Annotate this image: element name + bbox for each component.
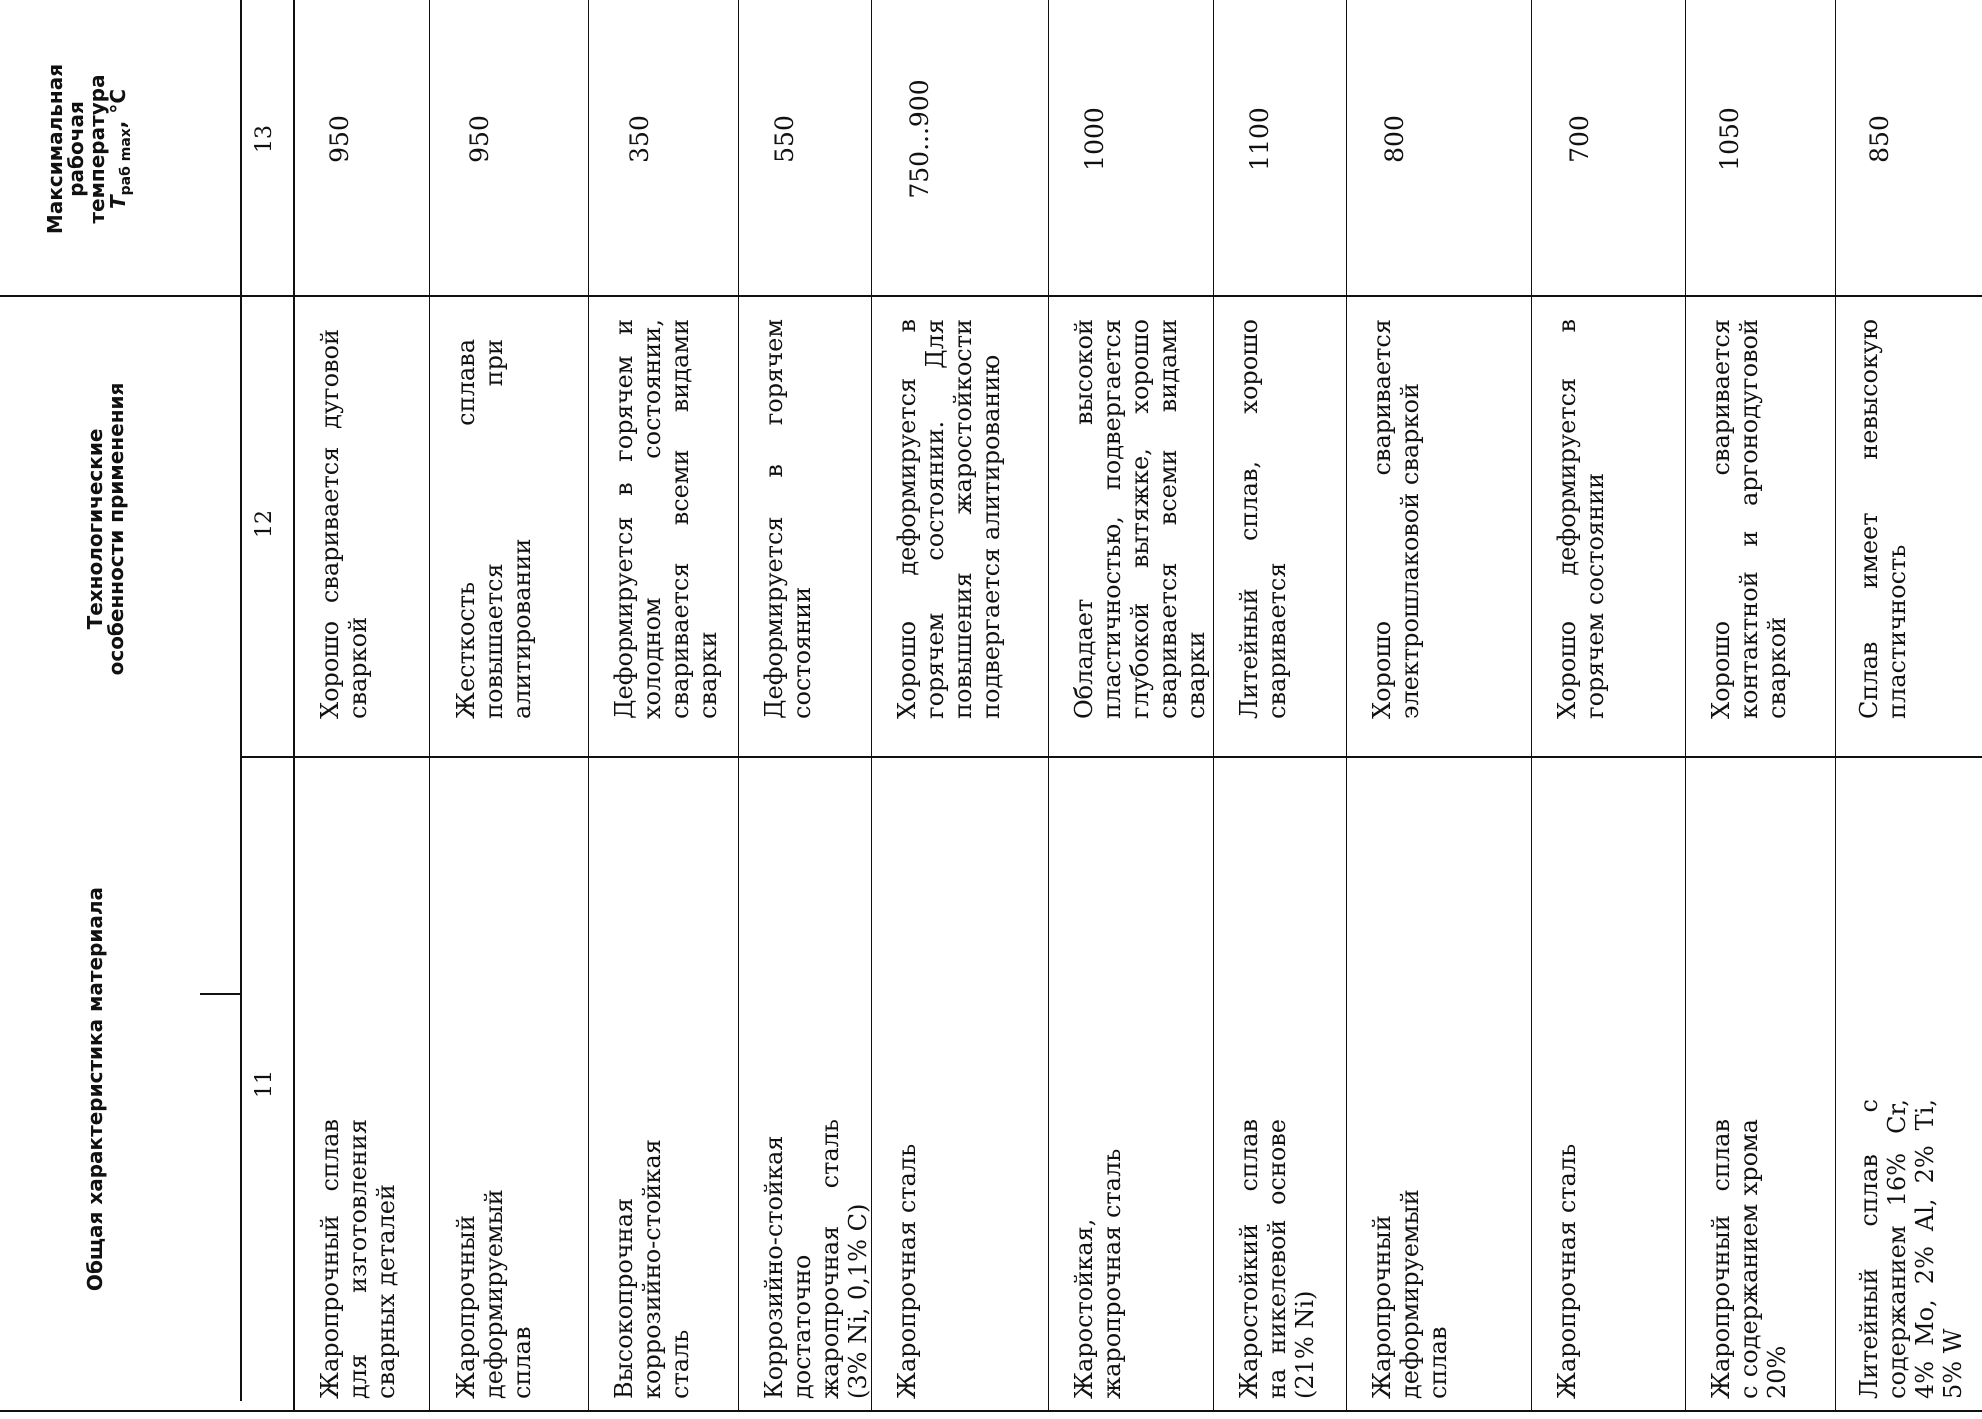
header-max-working-temperature (45, 49, 137, 249)
table-cell-material: Жаропрочная сталь (1553, 1143, 1581, 1399)
row-divider (1685, 0, 1686, 1410)
header-temp-symbol: $T_{раб max}$, °C (106, 88, 134, 210)
table-cell-tech: Хорошо сваривается контактной и аргонодуговой сваркой (1707, 319, 1791, 719)
row-divider (738, 0, 739, 1410)
table-cell-material: Жаропрочная сталь (893, 1143, 921, 1399)
row-divider (1835, 0, 1836, 1410)
table-cell-temp: 1050 (1715, 107, 1744, 171)
row-divider (1048, 0, 1049, 1410)
table-cell-temp: 1000 (1080, 107, 1109, 171)
header-temp-line2: температура (85, 74, 109, 224)
table-cell-tech: Хорошо деформируется в горячем состоянии (1553, 319, 1609, 719)
table-divider-col11-col12 (240, 756, 1982, 758)
table-cell-tech: Хорошо сваривается электрошлаковой сваркой (1368, 319, 1424, 719)
row-divider (1531, 0, 1532, 1410)
table-cell-material: Высокопрочная коррозийно-стойкая сталь (610, 1139, 694, 1399)
table-cell-tech: Сплав имеет невысокую пластичность (1855, 319, 1911, 719)
table-cell-tech: Хорошо деформируется в горячем состоянии. Для повышения жаростойкости подвергается алитированию (893, 319, 1005, 719)
table-cell-temp: 350 (625, 115, 654, 163)
table-cell-tech: Деформируется в горячем и холодном состоянии, сваривается всеми видами сварки (610, 319, 722, 719)
table-cell-material: Жаростойкая, жаропрочная сталь (1070, 1148, 1126, 1399)
table-cell-temp: 550 (770, 115, 799, 163)
header-material-characteristic: Общая характеристика материала (83, 886, 107, 1292)
row-divider (1213, 0, 1214, 1410)
header-number-tick-11 (200, 993, 240, 995)
table-cell-tech: Деформируется в горячем состоянии (760, 319, 816, 719)
row-divider (429, 0, 430, 1410)
table-cell-temp: 850 (1865, 115, 1894, 163)
table-cell-material: Коррозийно-стойкая достаточно жаропрочная сталь (3% Ni, 0,1% C) (760, 1119, 872, 1399)
table-cell-material: Жаростойкий сплав на никелевой основе (21% Ni) (1235, 1119, 1319, 1399)
table-cell-temp: 750...900 (905, 79, 934, 199)
header-bottom-line (240, 0, 242, 1401)
table-cell-temp: 950 (465, 115, 494, 163)
row-divider (588, 0, 589, 1410)
header-technological-features: Технологические особенности применения (83, 382, 128, 676)
row-divider (1346, 0, 1347, 1410)
column-number-13: 13 (252, 125, 277, 153)
table-cell-tech: Обладает высокой пластичностью, подвергается глубокой вытяжке, хорошо сваривается всеми видами сварки (1070, 319, 1210, 719)
table-cell-temp: 800 (1380, 115, 1409, 163)
column-number-11: 11 (252, 1070, 277, 1098)
table-cell-material: Жаропрочный деформируемый сплав (1368, 1189, 1452, 1399)
header-temp-line1: Максимальная рабочая (43, 63, 88, 235)
table-border-left (0, 1410, 1982, 1412)
table-cell-tech: Литейный сплав, хорошо сваривается (1235, 319, 1291, 719)
table-cell-temp: 950 (325, 115, 354, 163)
table-cell-material: Литейный сплав с содержанием 16% Cr, 4% Mo, 2% Al, 2% Ti, 5% W (1855, 1099, 1967, 1399)
column-number-12: 12 (252, 510, 277, 538)
table-cell-tech: Хорошо сваривается дуговой сваркой (316, 329, 372, 719)
table-cell-material: Жаропрочный сплав с содержанием хрома 20% (1707, 1119, 1791, 1399)
body-top-line (293, 0, 295, 1410)
table-cell-tech: Жесткость сплава повышается при алитировании (452, 339, 536, 719)
table-cell-material: Жаропрочный деформируемый сплав (452, 1189, 536, 1399)
table-cell-material: Жаропрочный сплав для изготовления сварных деталей (316, 1119, 400, 1399)
table-cell-temp: 1100 (1245, 107, 1274, 171)
table-cell-temp: 700 (1565, 115, 1594, 163)
